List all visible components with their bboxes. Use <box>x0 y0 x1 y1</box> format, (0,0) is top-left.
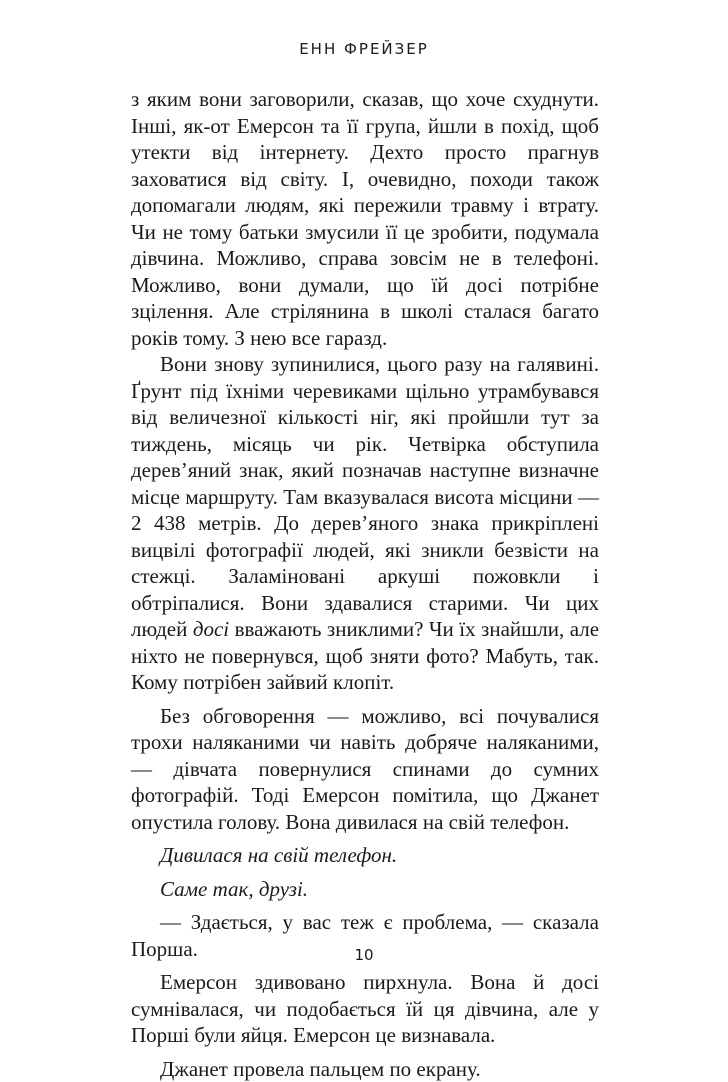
paragraph-2-text: Вони знову зупинилися, цього разу на галявині. Ґрунт під їхніми черевиками щільно утрамбувався від величезної кількості ніг, які пройшли тут за тиждень, місяць чи рік. Четвірка обступила дерев’яний знак, який позначав наступне визначне місце маршруту. Там вказувалася висота місцини — 2 438 метрів. До дерев’яного знака прикріплені вицвілі фотографії людей, які зникли безвісти на стежці. Заламіновані аркуші пожовкли і обтріпалися. Вони здавалися старими. Чи цих людей <box>131 352 599 641</box>
italic-line-2: Саме так, друзі. <box>160 877 308 901</box>
paragraph-2-emphasis: досі <box>193 617 229 641</box>
paragraph-4-italic <box>131 842 599 869</box>
italic-line-1: Дивилася на свій телефон. <box>160 843 397 867</box>
running-header: ЕНН ФРЕЙЗЕР <box>0 40 728 58</box>
paragraph-2 <box>131 351 599 696</box>
body-text <box>131 86 599 1082</box>
paragraph-6: — Здається, у вас теж є проблема, — сказала Порша. <box>131 909 599 962</box>
paragraph-5-italic <box>131 876 599 903</box>
paragraph-2-text-after: вважають зниклими? Чи їх знайшли, але ніхто не повернувся, щоб зняти фото? Мабуть, так. Кому потрібен зайвий клопіт. <box>131 617 599 694</box>
paragraph-1: з яким вони заговорили, сказав, що хоче схуднути. Інші, як-от Емерсон та її група, йшли в похід, щоб утекти від інтернету. Дехто просто прагнув заховатися від світу. І, очевидно, походи також допомагали людям, які пережили травму і втрату. Чи не тому батьки змусили її це зробити, подумала дівчина. Можливо, справа зовсім не в телефоні. Можливо, вони думали, що їй досі потрібне зцілення. Але стрілянина в школі сталася багато років тому. З нею все гаразд. <box>131 86 599 351</box>
paragraph-8: Джанет провела пальцем по екрану. <box>131 1056 599 1082</box>
paragraph-3: Без обговорення — можливо, всі почувалися трохи наляканими чи навіть добряче наляканими, — дівчата повернулися спинами до сумних фотографій. Тоді Емерсон помітила, що Джанет опустила голову. Вона дивилася на свій телефон. <box>131 703 599 836</box>
paragraph-7: Емерсон здивовано пирхнула. Вона й досі сумнівалася, чи подобається їй ця дівчина, але у Порші були яйця. Емерсон це визнавала. <box>131 969 599 1049</box>
page-number: 10 <box>0 946 728 964</box>
